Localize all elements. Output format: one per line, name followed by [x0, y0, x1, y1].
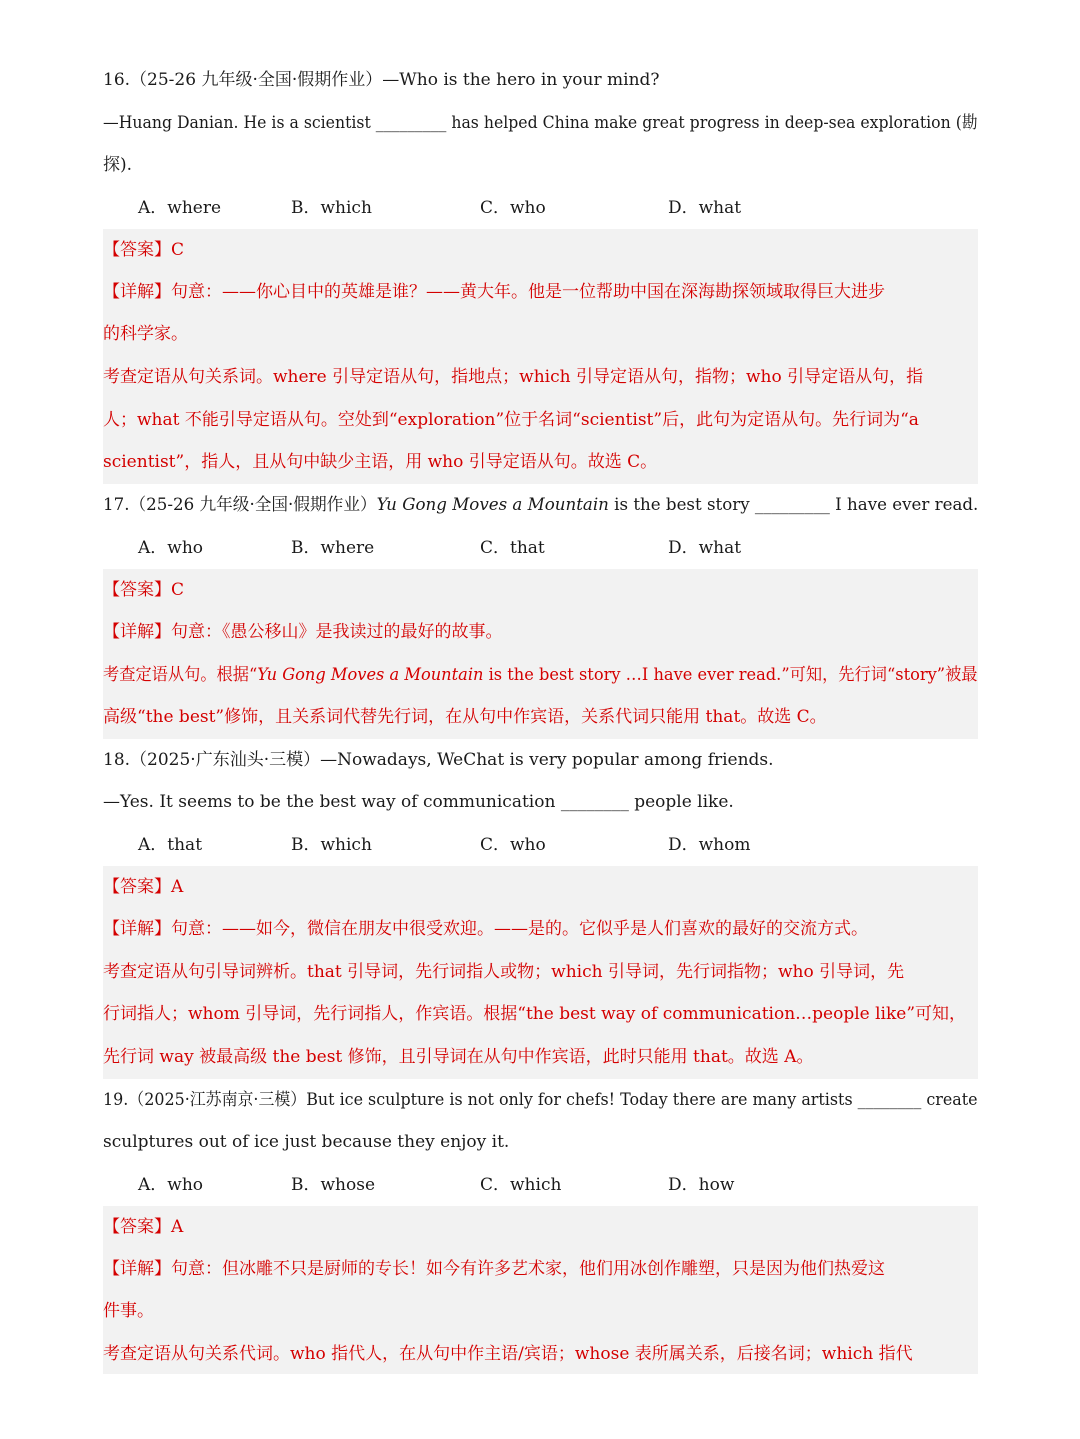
explanation-line: 行词指人；whom 引导词，先行词指人，作宾语。根据“the best way of communication…people like”可知， [103, 1004, 967, 1024]
answer-label: 【答案】A [103, 1217, 184, 1237]
explanation-line: 考查定语从句引导词辨析。that 引导词，先行词指人或物；which 引导词，先行词指物；who 引导词，先 [103, 962, 905, 982]
option-c: C．who [480, 835, 546, 855]
explanation-text: is the best story …I have ever read.”可知，先行词“story”被最 [483, 665, 978, 685]
question-number: 19. [103, 1090, 129, 1110]
book-title: Yu Gong Moves a Mountain [376, 495, 609, 515]
explanation-line: scientist”，指人，且从句中缺少主语，用 who 引导定语从句。故选 C。 [103, 452, 658, 472]
explanation-line: 【详解】句意：——如今，微信在朋友中很受欢迎。——是的。它似乎是人们喜欢的最好的交流方式。 [103, 919, 868, 939]
option-a: A．where [138, 198, 222, 218]
explanation-line: 考查定语从句关系词。where 引导定语从句，指地点；which 引导定语从句，指物；who 引导定语从句，指 [103, 367, 924, 387]
question-19-line-2: sculptures out of ice just because they enjoy it. [103, 1132, 510, 1152]
answer-label: 【答案】C [103, 580, 185, 600]
question-17-line-1 [103, 493, 979, 517]
option-c: C．who [480, 198, 546, 218]
explanation-line: 【详解】句意：但冰雕不只是厨师的专长！如今有许多艺术家，他们用冰创作雕塑，只是因为他们热爱这 [103, 1259, 885, 1279]
question-number: 17. [103, 495, 130, 515]
option-d: D．what [668, 538, 742, 558]
explanation-line: 的科学家。 [103, 324, 188, 344]
explanation-line: 高级“the best”修饰，且关系词代替先行词，在从句中作宾语，关系代词只能用 that。故选 C。 [103, 707, 827, 727]
book-title: Yu Gong Moves a Mountain [257, 665, 484, 685]
option-d: D．whom [668, 835, 751, 855]
answer-label: 【答案】A [103, 877, 184, 897]
question-stem: But ice sculpture is not only for chefs! Today there are many artists ________ create [306, 1090, 978, 1110]
question-number: 18. [103, 750, 131, 770]
question-source: （25-26 九年级·全国·假期作业） [129, 495, 377, 515]
explanation-line: 【详解】句意：——你心目中的英雄是谁？——黄大年。他是一位帮助中国在深海勘探领域取得巨大进步 [103, 282, 885, 302]
option-c: C．that [480, 538, 545, 558]
question-16-line-1 [103, 68, 978, 92]
question-source: （2025·江苏南京·三模） [128, 1090, 307, 1110]
option-b: B．whose [291, 1175, 376, 1195]
question-source: （2025·广东汕头·三模） [130, 750, 321, 770]
question-number: 16. [103, 70, 131, 90]
explanation-line [103, 663, 978, 687]
option-b: B．which [291, 835, 372, 855]
question-19-line-1 [103, 1088, 978, 1112]
question-18-line-1 [103, 748, 978, 772]
question-16-line-3: 探). [103, 155, 133, 175]
option-b: B．which [291, 198, 372, 218]
option-a: A．who [138, 1175, 204, 1195]
explanation-line: 【详解】句意：《愚公移山》是我读过的最好的故事。 [103, 622, 503, 642]
question-stem: —Who is the hero in your mind? [382, 70, 660, 90]
question-source: （25-26 九年级·全国·假期作业） [130, 70, 383, 90]
question-18-line-2: —Yes. It seems to be the best way of communication ________ people like. [103, 792, 734, 812]
explanation-line: 人；what 不能引导定语从句。空处到“exploration”位于名词“scientist”后，此句为定语从句。先行词为“a [103, 410, 919, 430]
question-stem: —Nowadays, WeChat is very popular among friends. [320, 750, 774, 770]
explanation-text: 考查定语从句。根据“ [103, 665, 258, 685]
question-16-line-2: —Huang Danian. He is a scientist _________ has helped China make great progress in deep-sea exploration (勘 [103, 113, 978, 133]
option-a: A．that [138, 835, 203, 855]
option-c: C．which [480, 1175, 562, 1195]
answer-label: 【答案】C [103, 240, 185, 260]
explanation-line: 件事。 [103, 1301, 154, 1321]
explanation-line: 考查定语从句关系代词。who 指代人，在从句中作主语/宾语；whose 表所属关系，后接名词；which 指代 [103, 1344, 913, 1364]
answer-box-16 [103, 229, 978, 484]
option-a: A．who [138, 538, 204, 558]
option-d: D．how [668, 1175, 735, 1195]
question-stem: is the best story _________ I have ever read. [608, 495, 979, 515]
option-d: D．what [668, 198, 742, 218]
explanation-line: 先行词 way 被最高级 the best 修饰，且引导词在从句中作宾语，此时只能用 that。故选 A。 [103, 1047, 814, 1067]
option-b: B．where [291, 538, 375, 558]
